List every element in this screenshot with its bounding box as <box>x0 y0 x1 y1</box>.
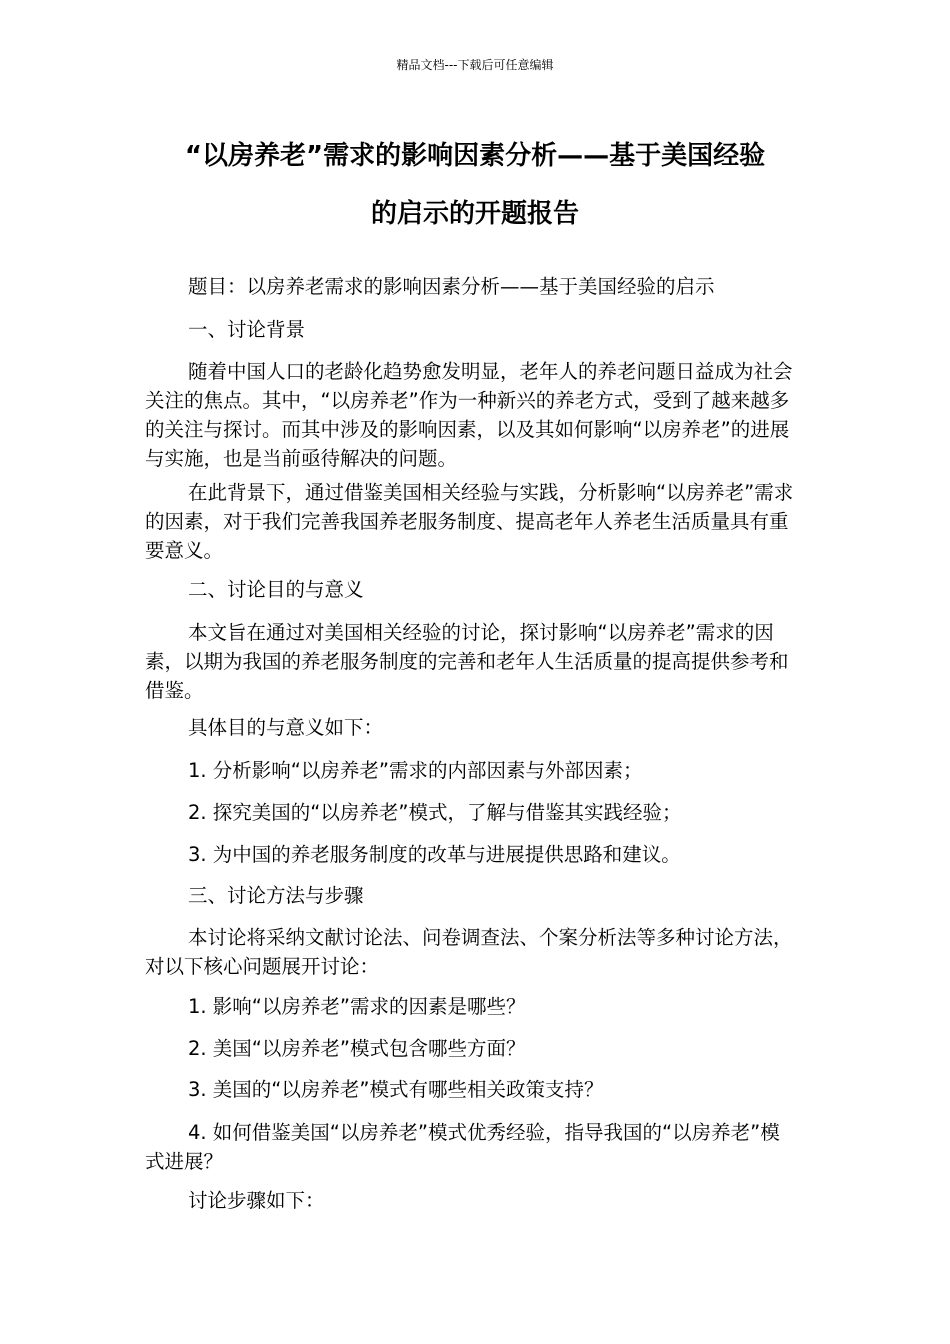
purpose-item-2: 2. 探究美国的“以房养老”模式，了解与借鉴其实践经验； <box>188 801 682 824</box>
section-heading-method: 三、讨论方法与步骤 <box>188 884 364 907</box>
purpose-item-3: 3. 为中国的养老服务制度的改革与进展提供思路和建议。 <box>188 843 681 866</box>
method-question-1: 1. 影响“以房养老”需求的因素是哪些？ <box>188 995 526 1018</box>
purpose-paragraph-2: 具体目的与意义如下： <box>188 716 384 739</box>
section-heading-purpose: 二、讨论目的与意义 <box>188 578 364 601</box>
method-question-4: 4. 如何借鉴美国“以房养老”模式优秀经验，指导我国的“以房养老”模式进展？ <box>145 1121 780 1173</box>
purpose-paragraph-1: 本文旨在通过对美国相关经验的讨论，探讨影响“以房养老”需求的因素，以期为我国的养老服务制度的完善和老年人生活质量的提高提供参考和借鉴。 <box>145 621 789 702</box>
background-paragraph-1: 随着中国人口的老龄化趋势愈发明显，老年人的养老问题日益成为社会关注的焦点。其中，“以房养老”作为一种新兴的养老方式，受到了越来越多的关注与探讨。而其中涉及的影响因素，以及其如何影响“以房养老”的进展与实施，也是当前亟待解决的问题。 <box>145 360 793 470</box>
document-title-line-1: “以房养老”需求的影响因素分析——基于美国经验 <box>184 141 766 171</box>
purpose-item-1: 1. 分析影响“以房养老”需求的内部因素与外部因素； <box>188 759 643 782</box>
background-paragraph-2: 在此背景下，通过借鉴美国相关经验与实践，分析影响“以房养老”需求的因素，对于我们完善我国养老服务制度、提高老年人养老生活质量具有重要意义。 <box>145 481 794 562</box>
method-question-2: 2. 美国“以房养老”模式包含哪些方面？ <box>188 1037 526 1060</box>
header-note: 精品文档---下载后可任意编辑 <box>396 58 554 72</box>
section-heading-background: 一、讨论背景 <box>188 318 306 341</box>
method-question-3: 3. 美国的“以房养老”模式有哪些相关政策支持？ <box>188 1078 604 1101</box>
topic-line: 题目：以房养老需求的影响因素分析——基于美国经验的启示 <box>188 275 715 298</box>
method-steps-intro: 讨论步骤如下： <box>188 1189 325 1212</box>
method-paragraph-1: 本讨论将采纳文献讨论法、问卷调查法、个案分析法等多种讨论方法，对以下核心问题展开讨论： <box>145 926 793 978</box>
document-title-line-2: 的启示的开题报告 <box>370 199 579 229</box>
